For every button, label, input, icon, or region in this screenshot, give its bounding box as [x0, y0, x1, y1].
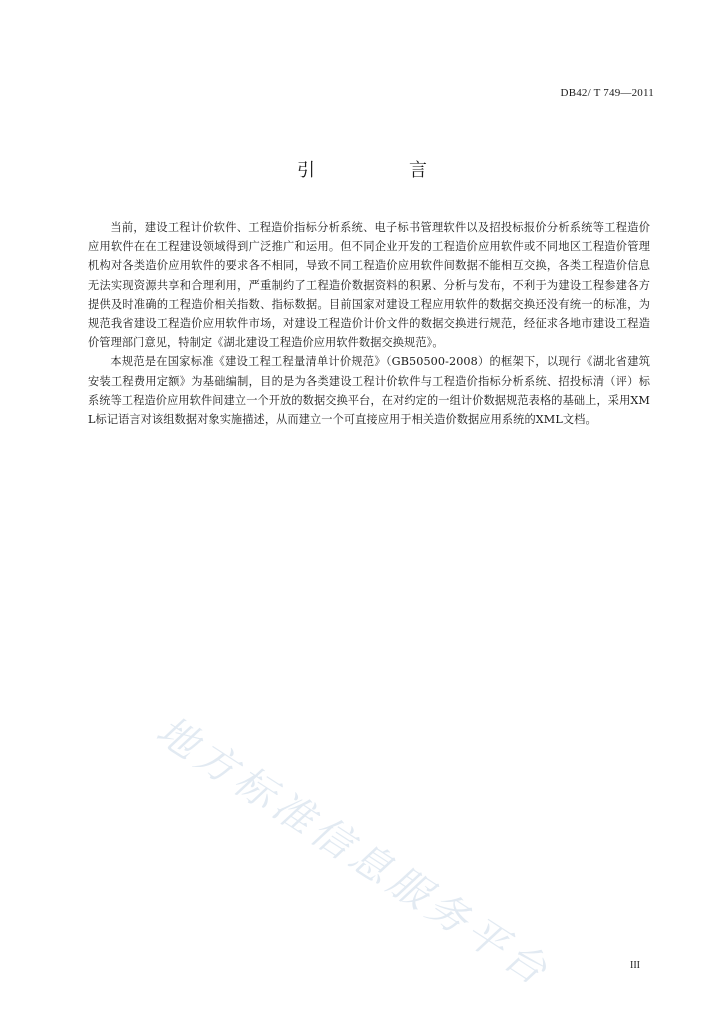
body-text — [88, 218, 650, 429]
paragraph-1: 当前，建设工程计价软件、工程造价指标分析系统、电子标书管理软件以及招投标报价分析系统等工程造价应用软件在在工程建设领域得到广泛推广和运用。但不同企业开发的工程造价应用软件或不同地区工程造价管理机构对各类造价应用软件的要求各不相同，导致不同工程造价应用软件间数据不能相互交换，各类工程造价信息无法实现资源共享和合理利用，严重制约了工程造价数据资料的积累、分析与发布，不利于为建设工程参建各方提供及时准确的工程造价相关指数、指标数据。目前国家对建设工程应用软件的数据交换还没有统一的标准，为规范我省建设工程造价应用软件市场，对建设工程造价计价文件的数据交换进行规范，经征求各地市建设工程造价管理部门意见，特制定《湖北建设工程造价应用软件数据交换规范》。 — [88, 221, 650, 350]
watermark: 地方标准信息服务平台 — [148, 707, 559, 997]
page-number: III — [630, 960, 640, 971]
paragraph-2: 本规范是在国家标准《建设工程工程量清单计价规范》（GB50500-2008）的框架下，以现行《湖北省建筑安装工程费用定额》为基础编制，目的是为各类建设工程计价软件与工程造价指标分析系统、招投标清（评）标系统等工程造价应用软件间建立一个开放的数据交换平台，在对约定的一组计价数据规范表格的基础上，采用XML标记语言对该组数据对象实施描述，从而建立一个可直接应用于相关造价数据应用系统的XML文档。 — [88, 355, 650, 427]
standard-code: DB42/ T 749—2011 — [560, 87, 654, 99]
page-title: 引 言 — [297, 160, 465, 181]
